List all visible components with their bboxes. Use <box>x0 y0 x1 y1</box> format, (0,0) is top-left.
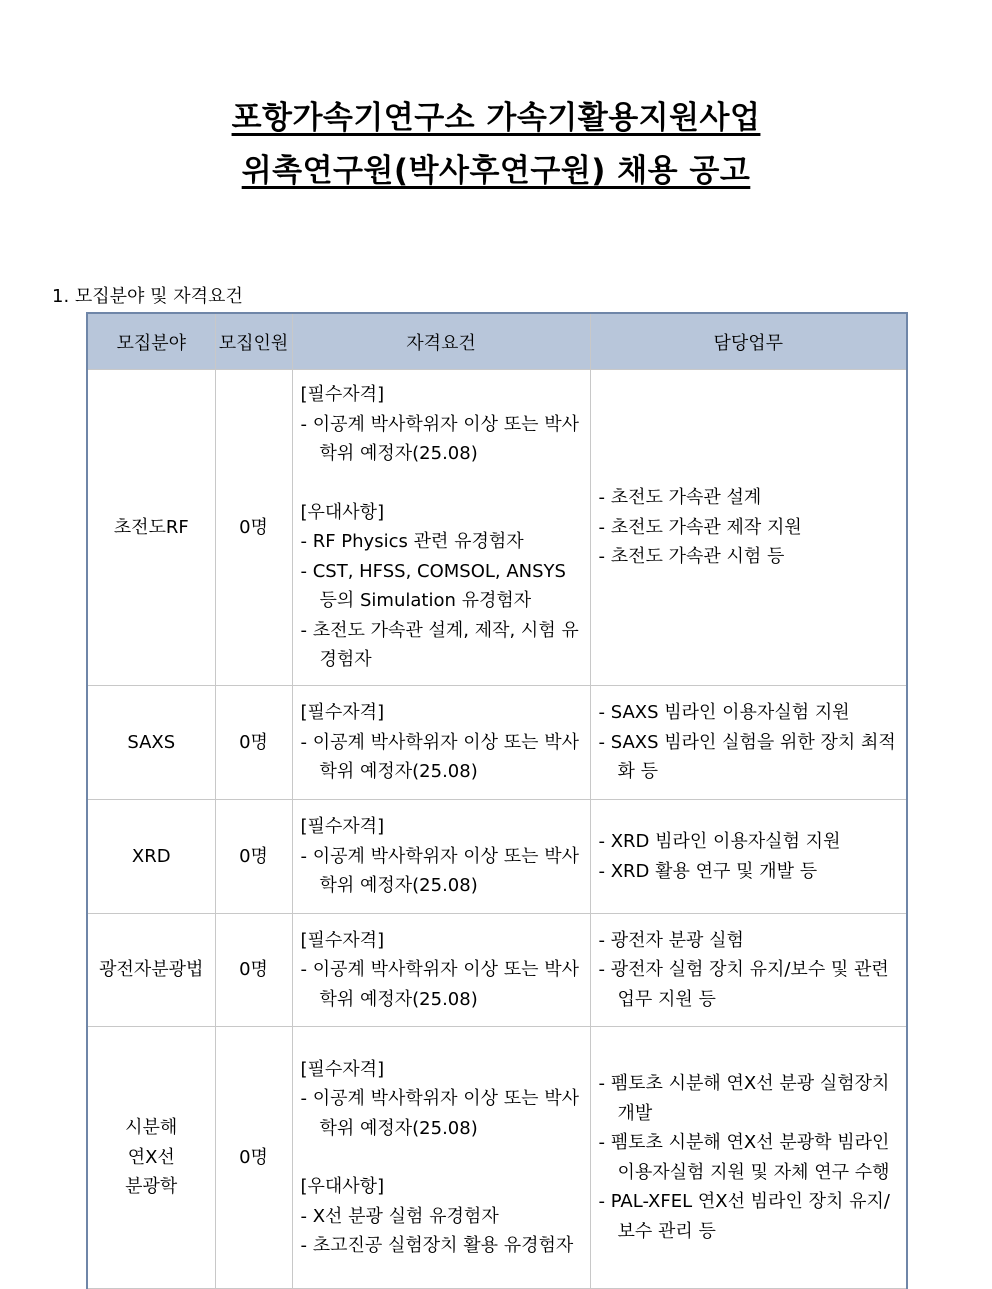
page-title-line2: 위촉연구원(박사후연구원) 채용 공고 <box>241 153 751 189</box>
section-heading: 1. 모집분야 및 자격요건 <box>52 286 243 307</box>
field-line: 연X선 <box>127 1146 175 1168</box>
cell-count: 0명 <box>215 686 292 800</box>
list-item: - 이공계 박사학위자 이상 또는 박사학위 예정자(25.08) <box>300 413 580 465</box>
cell-requirements <box>292 686 590 800</box>
cell-requirements <box>292 1027 590 1289</box>
cell-count: 0명 <box>215 914 292 1027</box>
list-item: - PAL-XFEL 연X선 빔라인 장치 유지/보수 관리 등 <box>598 1191 890 1242</box>
list-item: - 이공계 박사학위자 이상 또는 박사학위 예정자(25.08) <box>300 845 580 897</box>
list-item: - 초전도 가속관 제작 지원 <box>598 516 802 538</box>
list-item: - SAXS 빔라인 이용자실험 지원 <box>598 702 850 724</box>
cell-duties <box>590 914 907 1027</box>
preferred-title: [우대사항] <box>300 501 385 523</box>
cell-requirements <box>292 800 590 914</box>
list-item: - XRD 활용 연구 및 개발 등 <box>598 860 818 882</box>
list-item: - SAXS 빔라인 실험을 위한 장치 최적화 등 <box>598 731 896 783</box>
field-line: 분광학 <box>125 1176 178 1198</box>
field-line: 시분해 <box>125 1117 178 1139</box>
list-item: - 초전도 가속관 설계, 제작, 시험 유경험자 <box>300 619 579 671</box>
cell-count: 0명 <box>215 800 292 914</box>
header-duties: 담당업무 <box>590 313 907 370</box>
cell-requirements <box>292 370 590 686</box>
table-row <box>87 800 907 914</box>
cell-field: XRD <box>87 800 215 914</box>
cell-field: SAXS <box>87 686 215 800</box>
list-item: - CST, HFSS, COMSOL, ANSYS 등의 Simulation 유경험자 <box>300 560 566 612</box>
list-item: - 이공계 박사학위자 이상 또는 박사학위 예정자(25.08) <box>300 1088 580 1139</box>
cell-duties <box>590 686 907 800</box>
required-title: [필수자격] <box>300 816 385 838</box>
cell-field: 초전도RF <box>87 370 215 686</box>
required-title: [필수자격] <box>300 929 385 951</box>
cell-count: 0명 <box>215 370 292 686</box>
list-item: - 초고진공 실험장치 활용 유경험자 <box>300 1235 574 1256</box>
cell-field <box>87 1027 215 1289</box>
list-item: - 초전도 가속관 시험 등 <box>598 546 785 568</box>
list-item: - 초전도 가속관 설계 <box>598 487 762 509</box>
page-title-line1: 포항가속기연구소 가속기활용지원사업 <box>231 100 761 136</box>
list-item: - 이공계 박사학위자 이상 또는 박사학위 예정자(25.08) <box>300 959 580 1010</box>
cell-requirements <box>292 914 590 1027</box>
list-item: - 펨토초 시분해 연X선 분광 실험장치 개발 <box>598 1073 890 1124</box>
cell-field: 광전자분광법 <box>87 914 215 1027</box>
required-title: [필수자격] <box>300 702 385 724</box>
list-item: - 광전자 분광 실험 <box>598 929 744 951</box>
table-row <box>87 914 907 1027</box>
header-requirements: 자격요건 <box>292 313 590 370</box>
spacer <box>301 469 582 498</box>
preferred-title: [우대사항] <box>300 1176 385 1197</box>
list-item: - 광전자 실험 장치 유지/보수 및 관련 업무 지원 등 <box>598 959 889 1010</box>
cell-duties <box>590 800 907 914</box>
list-item: - 이공계 박사학위자 이상 또는 박사학위 예정자(25.08) <box>300 731 580 783</box>
table-header-row <box>87 313 907 370</box>
cell-duties <box>590 1027 907 1289</box>
list-item: - XRD 빔라인 이용자실험 지원 <box>598 831 841 852</box>
list-item: - RF Physics 관련 유경험자 <box>300 531 524 553</box>
cell-count: 0명 <box>215 1027 292 1289</box>
recruitment-table <box>86 312 908 1289</box>
table-row <box>87 1027 907 1289</box>
spacer <box>301 1143 582 1172</box>
table-row <box>87 686 907 800</box>
list-item: - X선 분광 실험 유경험자 <box>300 1205 499 1227</box>
table-row <box>87 370 907 686</box>
list-item: - 펨토초 시분해 연X선 분광학 빔라인 이용자실험 지원 및 자체 연구 수행 <box>598 1132 890 1183</box>
required-title: [필수자격] <box>300 1058 385 1080</box>
cell-duties <box>590 370 907 686</box>
header-count: 모집인원 <box>215 313 292 370</box>
required-title: [필수자격] <box>300 384 385 406</box>
header-field: 모집분야 <box>87 313 215 370</box>
